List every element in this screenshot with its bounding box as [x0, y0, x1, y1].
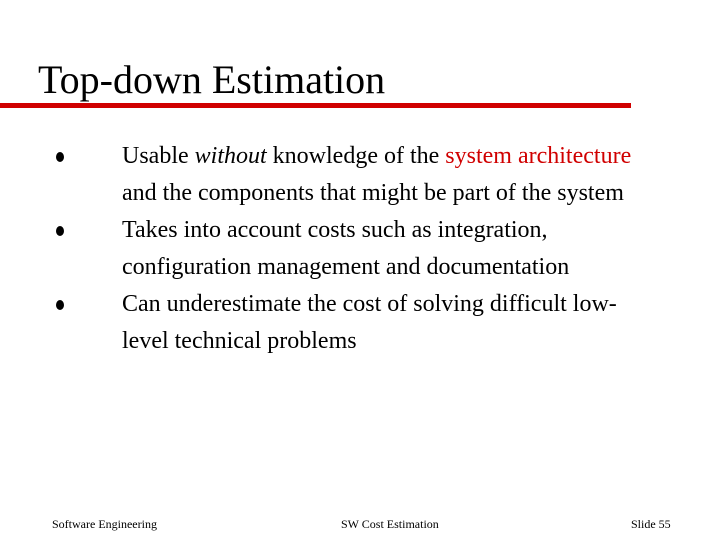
footer-course: Software Engineering — [52, 517, 157, 531]
slide-title: Top-down Estimation — [38, 57, 386, 102]
bullet-text-2: Takes into account costs such as integration, configuration management and documentation — [122, 217, 570, 280]
bullet-list — [0, 138, 720, 360]
title-underline — [0, 103, 631, 108]
bullet-1-highlight: system architecture — [445, 143, 632, 169]
bullet-text-3: Can underestimate the cost of solving difficult low-level technical problems — [122, 291, 617, 354]
bullet-dot-icon — [56, 300, 64, 310]
bullet-item-3 — [0, 286, 652, 360]
bullet-dot-icon — [56, 226, 64, 236]
bullet-item-2 — [0, 212, 652, 286]
bullet-text-1 — [122, 143, 631, 206]
bullet-1-part-3: knowledge of the — [266, 143, 446, 169]
footer-topic: SW Cost Estimation — [341, 517, 439, 531]
bullet-1-part-5: and the components that might be part of the system — [122, 180, 624, 206]
footer-slide-number: Slide 55 — [631, 517, 671, 531]
bullet-dot-icon — [56, 152, 64, 162]
bullet-1-emphasis: without — [194, 143, 267, 169]
bullet-item-1 — [0, 138, 652, 212]
bullet-1-part-1: Usable — [122, 143, 195, 169]
